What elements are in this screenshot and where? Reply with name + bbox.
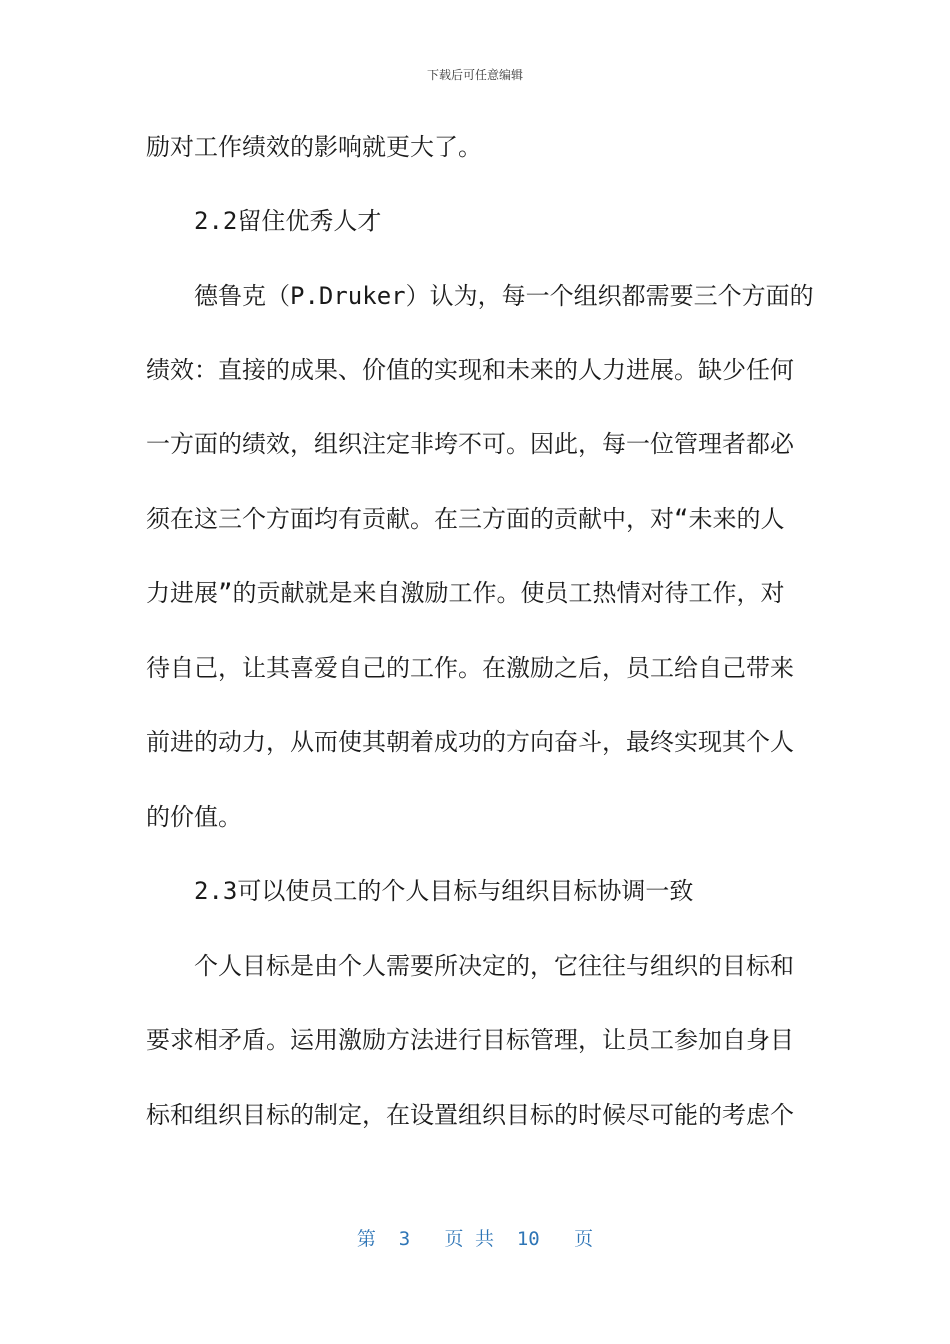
paragraph-line: 待自己，让其喜爱自己的工作。在激励之后，员工给自己带来 (146, 654, 794, 682)
paragraph-line: 德鲁克（P.Druker）认为，每一个组织都需要三个方面的 (194, 282, 814, 310)
paragraph-line: 励对工作绩效的影响就更大了。 (146, 133, 482, 161)
paragraph-line: 标和组织目标的制定，在设置组织目标的时候尽可能的考虑个 (146, 1101, 794, 1129)
header-note: 下载后可任意编辑 (426, 68, 523, 82)
section-heading-2-3: 2.3可以使员工的个人目标与组织目标协调一致 (194, 877, 694, 905)
paragraph-line: 绩效：直接的成果、价值的实现和未来的人力进展。缺少任何 (146, 356, 794, 384)
page-number-footer: 第 3 页 共 10 页 (356, 1228, 594, 1250)
paragraph-line: 须在这三个方面均有贡献。在三方面的贡献中，对“未来的人 (146, 505, 785, 533)
paragraph-line: 个人目标是由个人需要所决定的，它往往与组织的目标和 (194, 952, 794, 980)
paragraph-line: 力进展”的贡献就是来自激励工作。使员工热情对待工作，对 (146, 579, 785, 607)
paragraph-line: 一方面的绩效，组织注定非垮不可。因此，每一位管理者都必 (146, 430, 794, 458)
paragraph-line: 要求相矛盾。运用激励方法进行目标管理，让员工参加自身目 (146, 1026, 794, 1054)
paragraph-line: 前进的动力，从而使其朝着成功的方向奋斗，最终实现其个人 (146, 728, 794, 756)
paragraph-line: 的价值。 (146, 803, 242, 831)
section-heading-2-2: 2.2留住优秀人才 (194, 207, 382, 235)
